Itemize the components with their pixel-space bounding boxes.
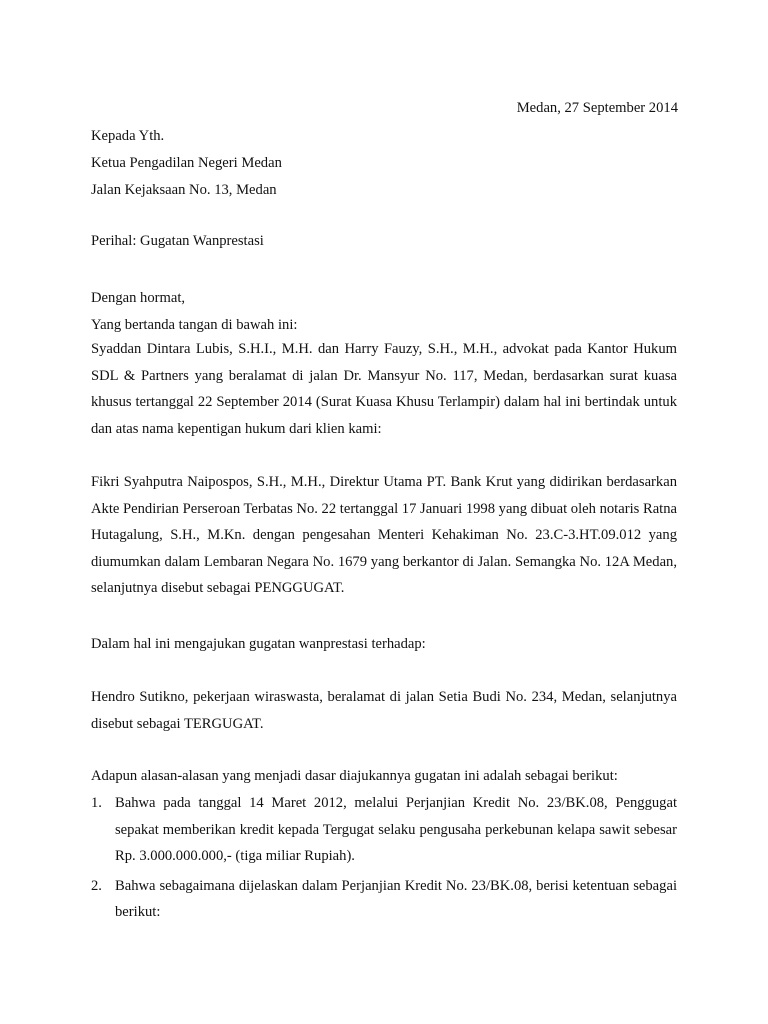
list-item-text: Bahwa sebagaimana dijelaskan dalam Perjanjian Kredit No. 23/BK.08, berisi ketentuan sebagai berikut: (115, 877, 677, 920)
claim-intro-block (91, 634, 677, 654)
letter-date: Medan, 27 September 2014 (516, 100, 678, 116)
reasons-list (91, 790, 677, 929)
reasons-intro-line: Adapun alasan-alasan yang menjadi dasar diajukannya gugatan ini adalah sebagai berikut: (91, 768, 618, 784)
attorneys-paragraph: Syaddan Dintara Lubis, S.H.I., M.H. dan Harry Fauzy, S.H., M.H., advokat pada Kantor Hukum SDL & Partners yang beralamat di jalan Dr. Mansyur No. 117, Medan, berdasarkan surat kuasa khusus tertanggal 22 September 2014 (Surat Kuasa Khusu Terlampir) dalam hal ini bertindak untuk dan atas nama kepentigan hukum dari klien kami: (91, 341, 677, 437)
list-item-text: Bahwa pada tanggal 14 Maret 2012, melalui Perjanjian Kredit No. 23/BK.08, Penggugat sepakat memberikan kredit kepada Tergugat selaku pengusaha perkebunan kelapa sawit sebesar Rp. 3.000.000.000,- (tiga miliar Rupiah). (115, 795, 677, 864)
reasons-intro-block (91, 766, 677, 786)
list-item-number: 2. (91, 877, 102, 894)
list-item-number: 1. (91, 795, 102, 811)
recipient-block (91, 126, 677, 207)
defendant-paragraph: Hendro Sutikno, pekerjaan wiraswasta, beralamat di jalan Setia Budi No. 234, Medan, selanjutnya disebut sebagai TERGUGAT. (91, 689, 677, 732)
recipient-address: Jalan Kejaksaan No. 13, Medan (91, 182, 277, 198)
client-paragraph: Fikri Syahputra Naipospos, S.H., M.H., Direktur Utama PT. Bank Krut yang didirikan berdasarkan Akte Pendirian Perseroan Terbatas No. 22 tertanggal 17 Januari 1998 yang dibuat oleh notaris Ratna Hutagalung, S.H., M.Kn. dengan pengesahan Menteri Kehakiman No. 23.C-3.HT.09.012 yang diumumkan dalam Lembaran Negara No. 1679 yang berkantor di Jalan. Semangka No. 12A Medan, selanjutnya disebut sebagai PENGGUGAT. (91, 474, 677, 596)
list-item (91, 790, 677, 870)
recipient-salutation: Kepada Yth. (91, 128, 165, 144)
recipient-name: Ketua Pengadilan Negeri Medan (91, 155, 282, 171)
undersigned-line: Yang bertanda tangan di bawah ini: (91, 317, 298, 333)
greeting-block (91, 288, 677, 342)
letter-greeting: Dengan hormat, (91, 290, 186, 306)
claim-intro-line: Dalam hal ini mengajukan gugatan wanprestasi terhadap: (91, 636, 426, 652)
list-item (91, 873, 677, 926)
letter-subject: Perihal: Gugatan Wanprestasi (91, 233, 264, 249)
subject-block (91, 231, 677, 251)
